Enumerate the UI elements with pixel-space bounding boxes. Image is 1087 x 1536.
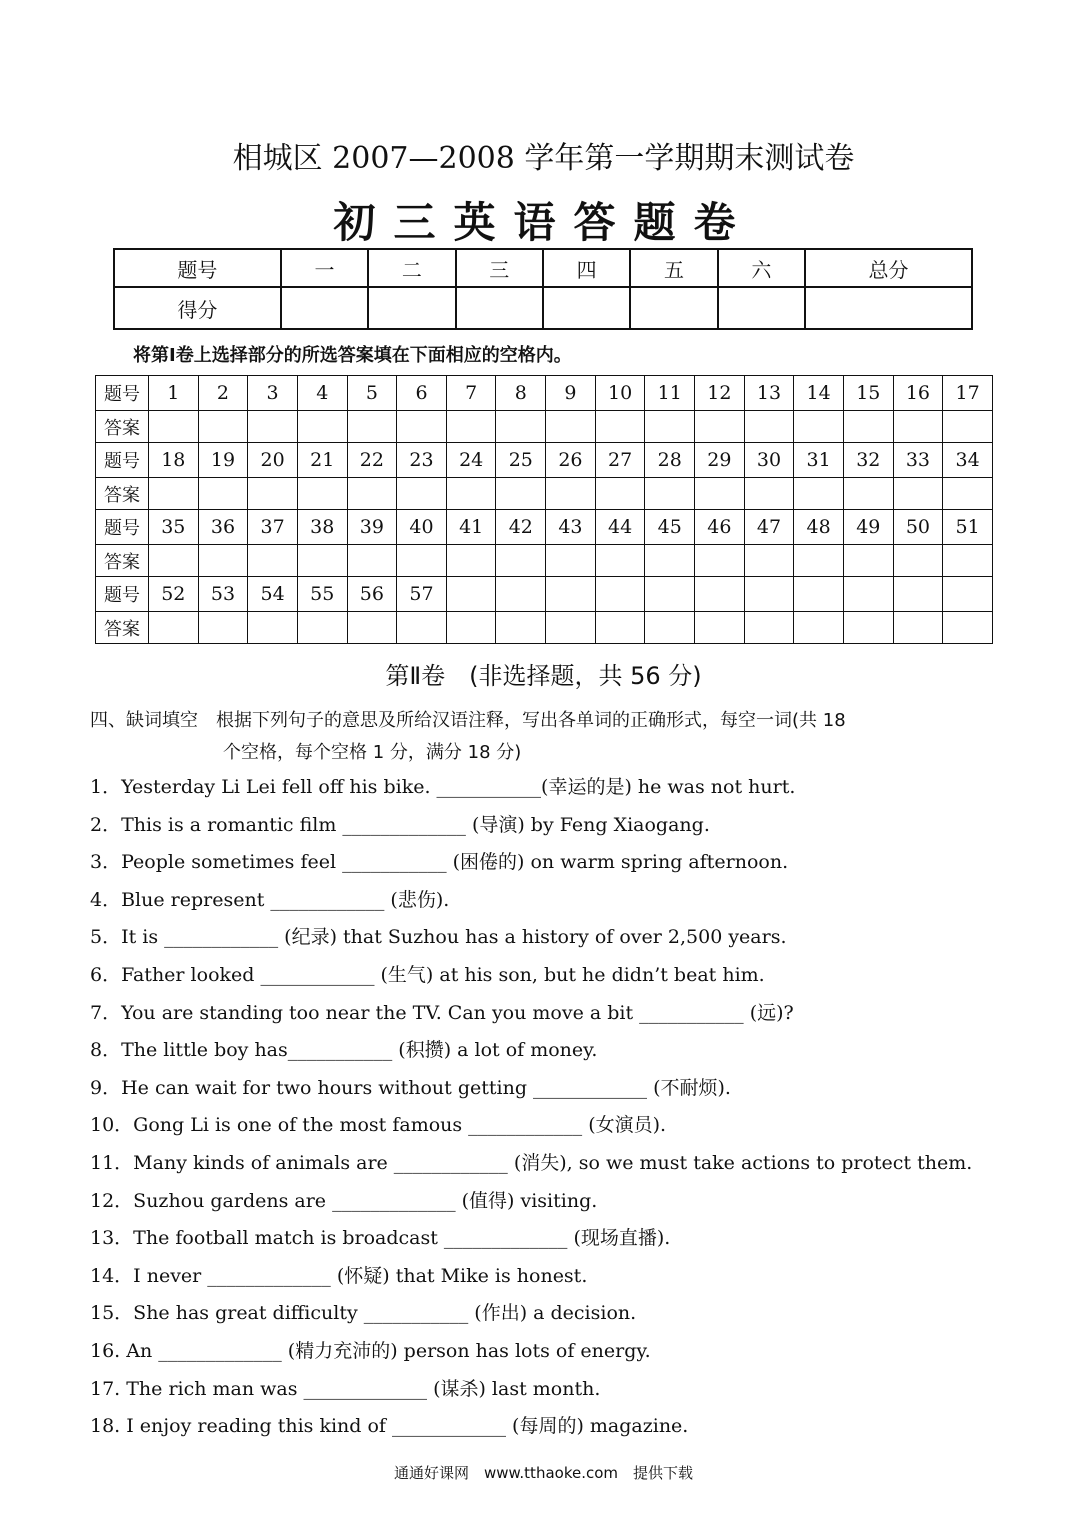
- answer-cell[interactable]: [595, 612, 645, 644]
- question-number-cell: 25: [496, 443, 546, 478]
- question-number-cell: 1: [149, 376, 199, 411]
- answer-grid-answer-row: [96, 545, 993, 577]
- question-number-cell: 44: [595, 510, 645, 545]
- question-number-cell: [446, 577, 496, 612]
- answer-cell[interactable]: [744, 411, 794, 443]
- answer-grid-number-row: [96, 510, 993, 545]
- question-number-cell: 35: [149, 510, 199, 545]
- answer-grid-number-row: [96, 577, 993, 612]
- answer-cell[interactable]: [347, 612, 397, 644]
- answer-cell[interactable]: [149, 478, 199, 510]
- answer-cell[interactable]: [843, 612, 893, 644]
- question-number-cell: 18: [149, 443, 199, 478]
- score-header-cell: 一: [281, 249, 368, 287]
- score-header-cell: 五: [630, 249, 717, 287]
- question-number-cell: 37: [248, 510, 298, 545]
- fill-blank-question: 4．Blue represent ____________ (悲伤).: [90, 888, 450, 911]
- question-number-cell: 29: [695, 443, 745, 478]
- answer-cell[interactable]: [198, 478, 248, 510]
- fill-blank-question: 8．The little boy has___________ (积攒) a lot of money.: [90, 1039, 598, 1062]
- question-number-cell: 48: [794, 510, 844, 545]
- answer-grid-answer-label: 答案: [96, 545, 149, 577]
- answer-cell[interactable]: [744, 478, 794, 510]
- answer-cell[interactable]: [297, 411, 347, 443]
- score-header-cell: 六: [718, 249, 805, 287]
- question-number-cell: 6: [397, 376, 447, 411]
- score-cell[interactable]: [543, 287, 630, 329]
- answer-cell[interactable]: [943, 411, 993, 443]
- question-number-cell: 21: [297, 443, 347, 478]
- question-number-cell: 49: [843, 510, 893, 545]
- score-header-cell: 题号: [114, 249, 281, 287]
- question-number-cell: 7: [446, 376, 496, 411]
- section4-heading-line1: 四、缺词填空 根据下列句子的意思及所给汉语注释，写出各单词的正确形式，每空一词(共 18: [90, 710, 846, 731]
- answer-cell[interactable]: [149, 545, 199, 577]
- answer-cell[interactable]: [496, 478, 546, 510]
- question-number-cell: 15: [843, 376, 893, 411]
- fill-blank-question: 13．The football match is broadcast _____________ (现场直播).: [90, 1227, 671, 1250]
- answer-cell[interactable]: [546, 545, 596, 577]
- answer-grid-number-row: [96, 376, 993, 411]
- score-cell[interactable]: [281, 287, 368, 329]
- answer-cell[interactable]: [794, 612, 844, 644]
- answer-grid-number-label: 题号: [96, 510, 149, 545]
- question-number-cell: [496, 577, 546, 612]
- answer-cell[interactable]: [893, 411, 943, 443]
- question-number-cell: 13: [744, 376, 794, 411]
- answer-cell[interactable]: [496, 612, 546, 644]
- question-number-cell: 20: [248, 443, 298, 478]
- question-number-cell: 2: [198, 376, 248, 411]
- question-number-cell: 33: [893, 443, 943, 478]
- question-number-cell: 31: [794, 443, 844, 478]
- fill-blank-question: 1．Yesterday Li Lei fell off his bike. ___________(幸运的是) he was not hurt.: [90, 776, 796, 798]
- answer-cell[interactable]: [645, 411, 695, 443]
- question-number-cell: 46: [695, 510, 745, 545]
- answer-grid-answer-label: 答案: [96, 478, 149, 510]
- fill-blank-question: 14．I never _____________ (怀疑) that Mike is honest.: [90, 1264, 588, 1287]
- answer-cell[interactable]: [893, 612, 943, 644]
- answer-grid-answer-row: [96, 478, 993, 510]
- answer-cell[interactable]: [695, 411, 745, 443]
- answer-cell[interactable]: [446, 612, 496, 644]
- score-cell[interactable]: [630, 287, 717, 329]
- answer-cell[interactable]: [843, 478, 893, 510]
- question-number-cell: 23: [397, 443, 447, 478]
- answer-cell[interactable]: [794, 478, 844, 510]
- score-cell[interactable]: [805, 287, 972, 329]
- fill-blank-question: 2．This is a romantic film _____________ (导演) by Feng Xiaogang.: [90, 813, 710, 836]
- question-number-cell: 27: [595, 443, 645, 478]
- answer-cell[interactable]: [347, 411, 397, 443]
- answer-cell[interactable]: [397, 545, 447, 577]
- answer-grid-answer-label: 答案: [96, 612, 149, 644]
- score-row-label: 得分: [114, 287, 281, 329]
- question-number-cell: [744, 577, 794, 612]
- question-number-cell: 57: [397, 577, 447, 612]
- question-number-cell: 26: [546, 443, 596, 478]
- score-table: [113, 248, 973, 330]
- answer-cell[interactable]: [347, 545, 397, 577]
- answer-cell[interactable]: [595, 411, 645, 443]
- answer-grid-number-label: 题号: [96, 376, 149, 411]
- answer-cell[interactable]: [645, 478, 695, 510]
- answer-grid-answer-label: 答案: [96, 411, 149, 443]
- question-number-cell: 41: [446, 510, 496, 545]
- answer-cell[interactable]: [695, 478, 745, 510]
- fill-blank-question: 15．She has great difficulty ___________ (作出) a decision.: [90, 1302, 637, 1325]
- answer-grid-answer-row: [96, 612, 993, 644]
- question-number-cell: 16: [893, 376, 943, 411]
- answer-cell[interactable]: [198, 545, 248, 577]
- question-number-cell: [595, 577, 645, 612]
- question-number-cell: 56: [347, 577, 397, 612]
- score-header-cell: 二: [368, 249, 455, 287]
- question-number-cell: [546, 577, 596, 612]
- answer-cell[interactable]: [943, 478, 993, 510]
- answer-cell[interactable]: [446, 545, 496, 577]
- answer-cell[interactable]: [248, 545, 298, 577]
- question-number-cell: 47: [744, 510, 794, 545]
- question-number-cell: [893, 577, 943, 612]
- question-number-cell: 11: [645, 376, 695, 411]
- question-number-cell: 42: [496, 510, 546, 545]
- score-header-cell: 三: [456, 249, 543, 287]
- answer-cell[interactable]: [248, 478, 298, 510]
- answer-cell[interactable]: [248, 612, 298, 644]
- fill-blank-question: 17. The rich man was _____________ (谋杀) last month.: [90, 1377, 601, 1400]
- fill-blank-question: 6．Father looked ____________ (生气) at his son, but he didn’t beat him.: [90, 963, 765, 986]
- score-header-cell: 总分: [805, 249, 972, 287]
- answer-cell[interactable]: [595, 478, 645, 510]
- question-number-cell: [843, 577, 893, 612]
- question-number-cell: 38: [297, 510, 347, 545]
- question-number-cell: 54: [248, 577, 298, 612]
- answer-cell[interactable]: [347, 478, 397, 510]
- answer-cell[interactable]: [744, 545, 794, 577]
- question-number-cell: 52: [149, 577, 199, 612]
- answer-cell[interactable]: [695, 612, 745, 644]
- answer-grid: [95, 375, 993, 644]
- question-number-cell: [645, 577, 695, 612]
- fill-blank-question: 11．Many kinds of animals are ____________ (消失), so we must take actions to protect them.: [90, 1151, 973, 1174]
- question-number-cell: [943, 577, 993, 612]
- answer-cell[interactable]: [496, 411, 546, 443]
- section4-heading: [90, 705, 1010, 769]
- question-number-cell: 45: [645, 510, 695, 545]
- question-number-cell: 34: [943, 443, 993, 478]
- question-number-cell: 28: [645, 443, 695, 478]
- question-number-cell: 39: [347, 510, 397, 545]
- question-number-cell: 14: [794, 376, 844, 411]
- question-number-cell: 55: [297, 577, 347, 612]
- answer-cell[interactable]: [297, 478, 347, 510]
- score-header-cell: 四: [543, 249, 630, 287]
- question-number-cell: 19: [198, 443, 248, 478]
- question-number-cell: 32: [843, 443, 893, 478]
- question-number-cell: 10: [595, 376, 645, 411]
- question-number-cell: 30: [744, 443, 794, 478]
- question-number-cell: 53: [198, 577, 248, 612]
- score-cell[interactable]: [456, 287, 543, 329]
- fill-blank-question: 9．He can wait for two hours without getting ____________ (不耐烦).: [90, 1076, 731, 1099]
- question-number-cell: 9: [546, 376, 596, 411]
- fill-blank-question: 12．Suzhou gardens are _____________ (值得) visiting.: [90, 1189, 598, 1212]
- question-number-cell: 50: [893, 510, 943, 545]
- answer-cell[interactable]: [843, 545, 893, 577]
- section4-heading-line2: 个空格，每个空格 1 分，满分 18 分): [223, 742, 522, 763]
- fill-blank-question: 7．You are standing too near the TV. Can you move a bit ___________ (远)?: [90, 1001, 794, 1024]
- question-number-cell: 4: [297, 376, 347, 411]
- answer-cell[interactable]: [397, 478, 447, 510]
- answer-cell[interactable]: [149, 411, 199, 443]
- question-number-cell: 8: [496, 376, 546, 411]
- answer-grid-number-label: 题号: [96, 443, 149, 478]
- answer-cell[interactable]: [943, 545, 993, 577]
- answer-grid-answer-row: [96, 411, 993, 443]
- question-number-cell: 3: [248, 376, 298, 411]
- answer-cell[interactable]: [546, 612, 596, 644]
- score-cell[interactable]: [368, 287, 455, 329]
- question-number-cell: 43: [546, 510, 596, 545]
- section2-title: 第Ⅱ卷 (非选择题，共 56 分): [385, 662, 702, 690]
- answer-cell[interactable]: [248, 411, 298, 443]
- score-cell[interactable]: [718, 287, 805, 329]
- answer-cell[interactable]: [893, 478, 943, 510]
- answer-cell[interactable]: [198, 411, 248, 443]
- fill-blank-question: 10．Gong Li is one of the most famous ____________ (女演员).: [90, 1114, 667, 1137]
- question-number-cell: 36: [198, 510, 248, 545]
- exam-subtitle: 初三英语答题卷: [333, 198, 754, 247]
- fill-blank-question: 16. An _____________ (精力充沛的) person has lots of energy.: [90, 1339, 651, 1362]
- answer-cell[interactable]: [695, 545, 745, 577]
- answer-cell[interactable]: [297, 545, 347, 577]
- answer-cell[interactable]: [645, 545, 695, 577]
- question-number-cell: 5: [347, 376, 397, 411]
- question-number-cell: 51: [943, 510, 993, 545]
- question-number-cell: 12: [695, 376, 745, 411]
- answer-cell[interactable]: [496, 545, 546, 577]
- answer-cell[interactable]: [794, 411, 844, 443]
- answer-cell[interactable]: [546, 411, 596, 443]
- answer-cell[interactable]: [446, 411, 496, 443]
- question-number-cell: [695, 577, 745, 612]
- answer-cell[interactable]: [397, 612, 447, 644]
- answer-cell[interactable]: [397, 411, 447, 443]
- question-number-cell: 40: [397, 510, 447, 545]
- answer-cell[interactable]: [198, 612, 248, 644]
- score-value-row: [114, 287, 972, 329]
- answer-cell[interactable]: [546, 478, 596, 510]
- answer-cell[interactable]: [297, 612, 347, 644]
- exam-title: 相城区 2007—2008 学年第一学期期末测试卷: [232, 141, 855, 176]
- answer-cell[interactable]: [645, 612, 695, 644]
- answer-grid-number-row: [96, 443, 993, 478]
- fill-blank-question: 18. I enjoy reading this kind of ____________ (每周的) magazine.: [90, 1415, 689, 1438]
- score-header-row: [114, 249, 972, 287]
- answer-cell[interactable]: [893, 545, 943, 577]
- answer-cell[interactable]: [943, 612, 993, 644]
- answer-cell[interactable]: [794, 545, 844, 577]
- page-footer: 通通好课网 www.tthaoke.com 提供下载: [393, 1464, 694, 1482]
- question-number-cell: 22: [347, 443, 397, 478]
- answer-cell[interactable]: [149, 612, 199, 644]
- question-list: [90, 772, 1030, 1449]
- answer-grid-number-label: 题号: [96, 577, 149, 612]
- question-number-cell: 17: [943, 376, 993, 411]
- answer-cell[interactable]: [595, 545, 645, 577]
- answer-cell[interactable]: [843, 411, 893, 443]
- fill-blank-question: 3．People sometimes feel ___________ (困倦的) on warm spring afternoon.: [90, 851, 789, 874]
- answer-instruction: 将第Ⅰ卷上选择部分的所选答案填在下面相应的空格内。: [133, 345, 572, 366]
- answer-cell[interactable]: [446, 478, 496, 510]
- fill-blank-question: 5．It is ____________ (纪录) that Suzhou has a history of over 2,500 years.: [90, 926, 787, 949]
- question-number-cell: [794, 577, 844, 612]
- answer-cell[interactable]: [744, 612, 794, 644]
- question-number-cell: 24: [446, 443, 496, 478]
